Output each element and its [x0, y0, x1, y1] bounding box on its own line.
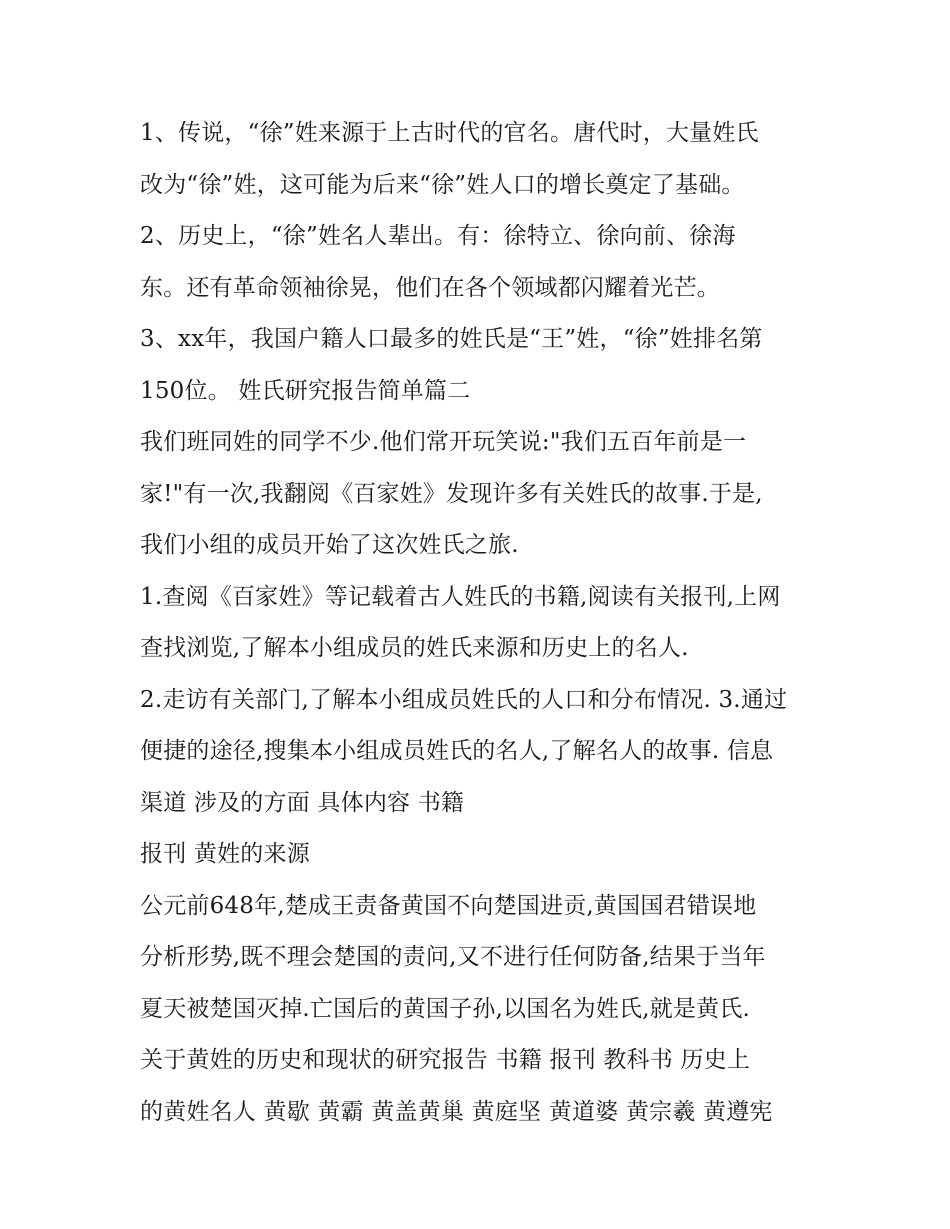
text-line-8: 家!"有一次,我翻阅《百家姓》发现许多有关姓氏的故事.于是,: [140, 480, 763, 507]
text-line-17: 分析形势,既不理会楚国的责问,又不进行任何防备,结果于当年: [140, 944, 766, 970]
text-line-7: 我们班同姓的同学不少.他们常开玩笑说:"我们五百年前是一: [140, 429, 747, 455]
text-line-12: 2.走访有关部门,了解本小组成员姓氏的人口和分布情况. 3.通过: [140, 686, 788, 713]
text-line-18: 夏天被楚国灭掉.亡国后的黄国子孙,以国名为姓氏,就是黄氏.: [140, 995, 751, 1022]
text-line-16: 公元前648年,楚成王责备黄国不向楚国进贡,黄国国君错误地: [140, 892, 757, 919]
text-line-19: 关于黄姓的历史和现状的研究报告 书籍 报刊 教科书 历史上: [140, 1047, 751, 1073]
text-line-4: 东。还有革命领袖徐晃，他们在各个领域都闪耀着光芒。: [140, 274, 720, 301]
text-line-10: 1.查阅《百家姓》等记载着古人姓氏的书籍,阅读有关报刊,上网: [140, 583, 781, 610]
text-line-11: 查找浏览,了解本小组成员的姓氏来源和历史上的名人.: [140, 635, 689, 661]
text-line-1: 1、传说，“徐”姓来源于上古时代的官名。唐代时，大量姓氏: [140, 120, 759, 146]
document-body: [140, 108, 840, 1138]
text-line-13: 便捷的途径,搜集本小组成员姓氏的名人,了解名人的故事. 信息: [140, 738, 774, 764]
text-line-15: 报刊 黄姓的来源: [140, 841, 310, 867]
text-line-3: 2、历史上，“徐”姓名人辈出。有：徐特立、徐向前、徐海: [140, 223, 736, 249]
text-line-9: 我们小组的成员开始了这次姓氏之旅.: [140, 532, 519, 558]
text-line-5: 3、xx年，我国户籍人口最多的姓氏是“王”姓，“徐”姓排名第: [140, 326, 763, 352]
text-line-6: 150位。 姓氏研究报告简单篇二: [140, 377, 471, 404]
text-line-14: 渠道 涉及的方面 具体内容 书籍: [140, 789, 465, 816]
text-line-2: 改为“徐”姓，这可能为后来“徐”姓人口的增长奠定了基础。: [140, 171, 745, 198]
text-line-20: 的黄姓名人 黄歇 黄霸 黄盖黄巢 黄庭坚 黄道婆 黄宗羲 黄遵宪: [140, 1098, 773, 1125]
